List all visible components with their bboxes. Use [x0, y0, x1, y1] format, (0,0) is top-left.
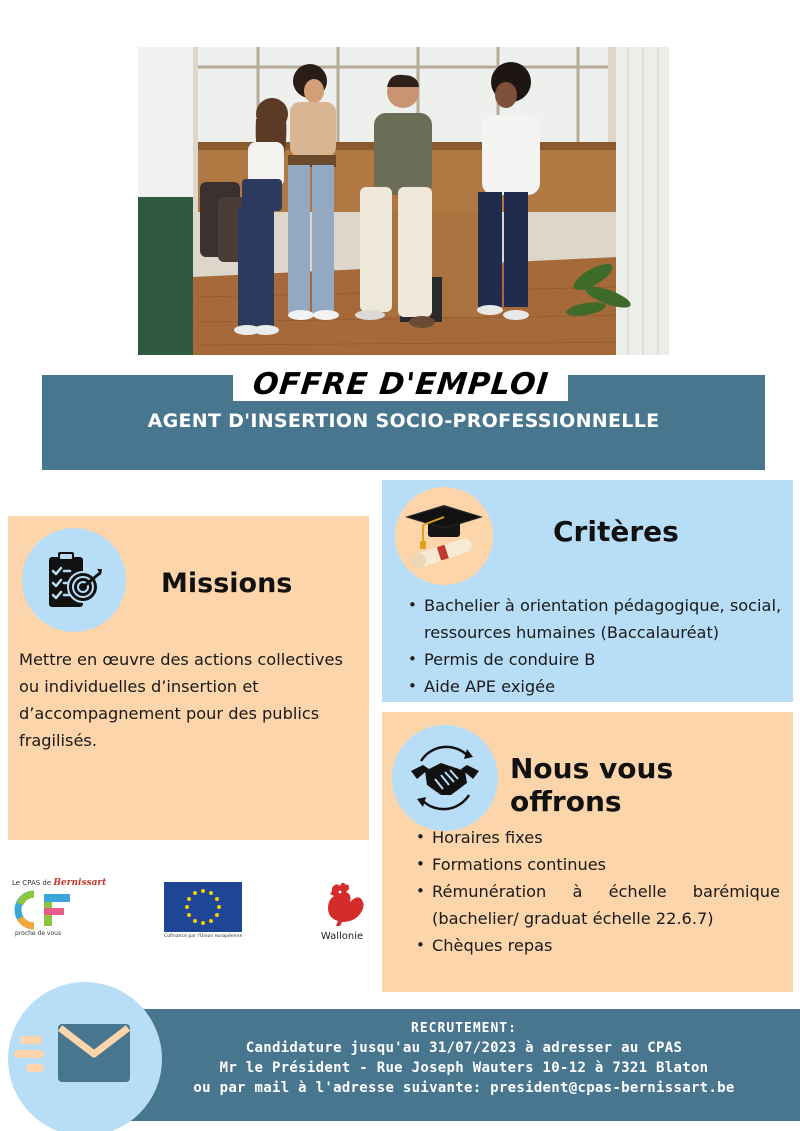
eu-logo — [164, 882, 242, 942]
offer-item: • Formations continues — [414, 851, 780, 878]
rooster-icon — [316, 880, 368, 928]
cpas-tagline: proche de vous — [15, 930, 62, 937]
offer-item: • Rémunération à échelle barémique (bachelier/ graduat échelle 22.6.7) — [414, 878, 780, 932]
cpas-name: Bernissart — [53, 878, 107, 888]
criteria-icon-circle — [395, 487, 493, 585]
cpas-prefix: Le CPAS de — [12, 879, 52, 887]
recruitment-heading: RECRUTEMENT: — [411, 1021, 517, 1036]
eu-caption: Cofinancé par l'Union européenne — [164, 934, 243, 939]
job-subtitle: AGENT D'INSERTION SOCIO-PROFESSIONNELLE — [147, 410, 660, 432]
missions-icon-circle — [22, 528, 126, 632]
offer-list — [414, 824, 780, 959]
footer-line-address: Mr le Président - Rue Joseph Wauters 10-12 à 7321 Blaton — [219, 1060, 709, 1076]
handshake-icon — [407, 745, 483, 811]
offer-item: • Chèques repas — [414, 932, 780, 959]
criteria-item: • Bachelier à orientation pédagogique, social, ressources humaines (Baccalauréat) — [406, 592, 786, 646]
offer-card — [382, 712, 793, 992]
offer-icon-circle — [392, 725, 498, 831]
cpas-mark-icon — [14, 890, 80, 930]
criteria-card — [382, 480, 793, 702]
cpas-logo — [12, 878, 107, 940]
team-photo — [138, 47, 669, 355]
missions-text: Mettre en œuvre des actions collectives ou individuelles d’insertion et d’accompagnement pour des publics fragilisés. — [19, 650, 343, 750]
page-title: OFFRE D'EMPLOI — [250, 367, 551, 402]
wallonie-logo — [316, 880, 368, 944]
criteria-list — [406, 592, 786, 700]
offer-item: • Horaires fixes — [414, 824, 780, 851]
footer-line-email: ou par mail à l'adresse suivante: president@cpas-bernissart.be — [193, 1080, 735, 1096]
missions-title: Missions — [161, 568, 293, 599]
offer-title: Nous vous offrons — [510, 752, 674, 818]
clipboard-target-icon — [45, 549, 103, 611]
eu-flag-icon — [164, 882, 242, 932]
criteria-item: • Permis de conduire B — [406, 646, 786, 673]
footer-line-deadline: Candidature jusqu'au 31/07/2023 à adresser au CPAS — [245, 1040, 683, 1056]
criteria-item: • Aide APE exigée — [406, 673, 786, 700]
graduation-cap-icon — [403, 501, 485, 571]
missions-card — [8, 516, 369, 840]
wallonie-caption: Wallonie — [320, 931, 364, 942]
criteria-title: Critères — [553, 515, 679, 548]
footer-text — [114, 1019, 800, 1098]
title-box — [233, 368, 568, 401]
